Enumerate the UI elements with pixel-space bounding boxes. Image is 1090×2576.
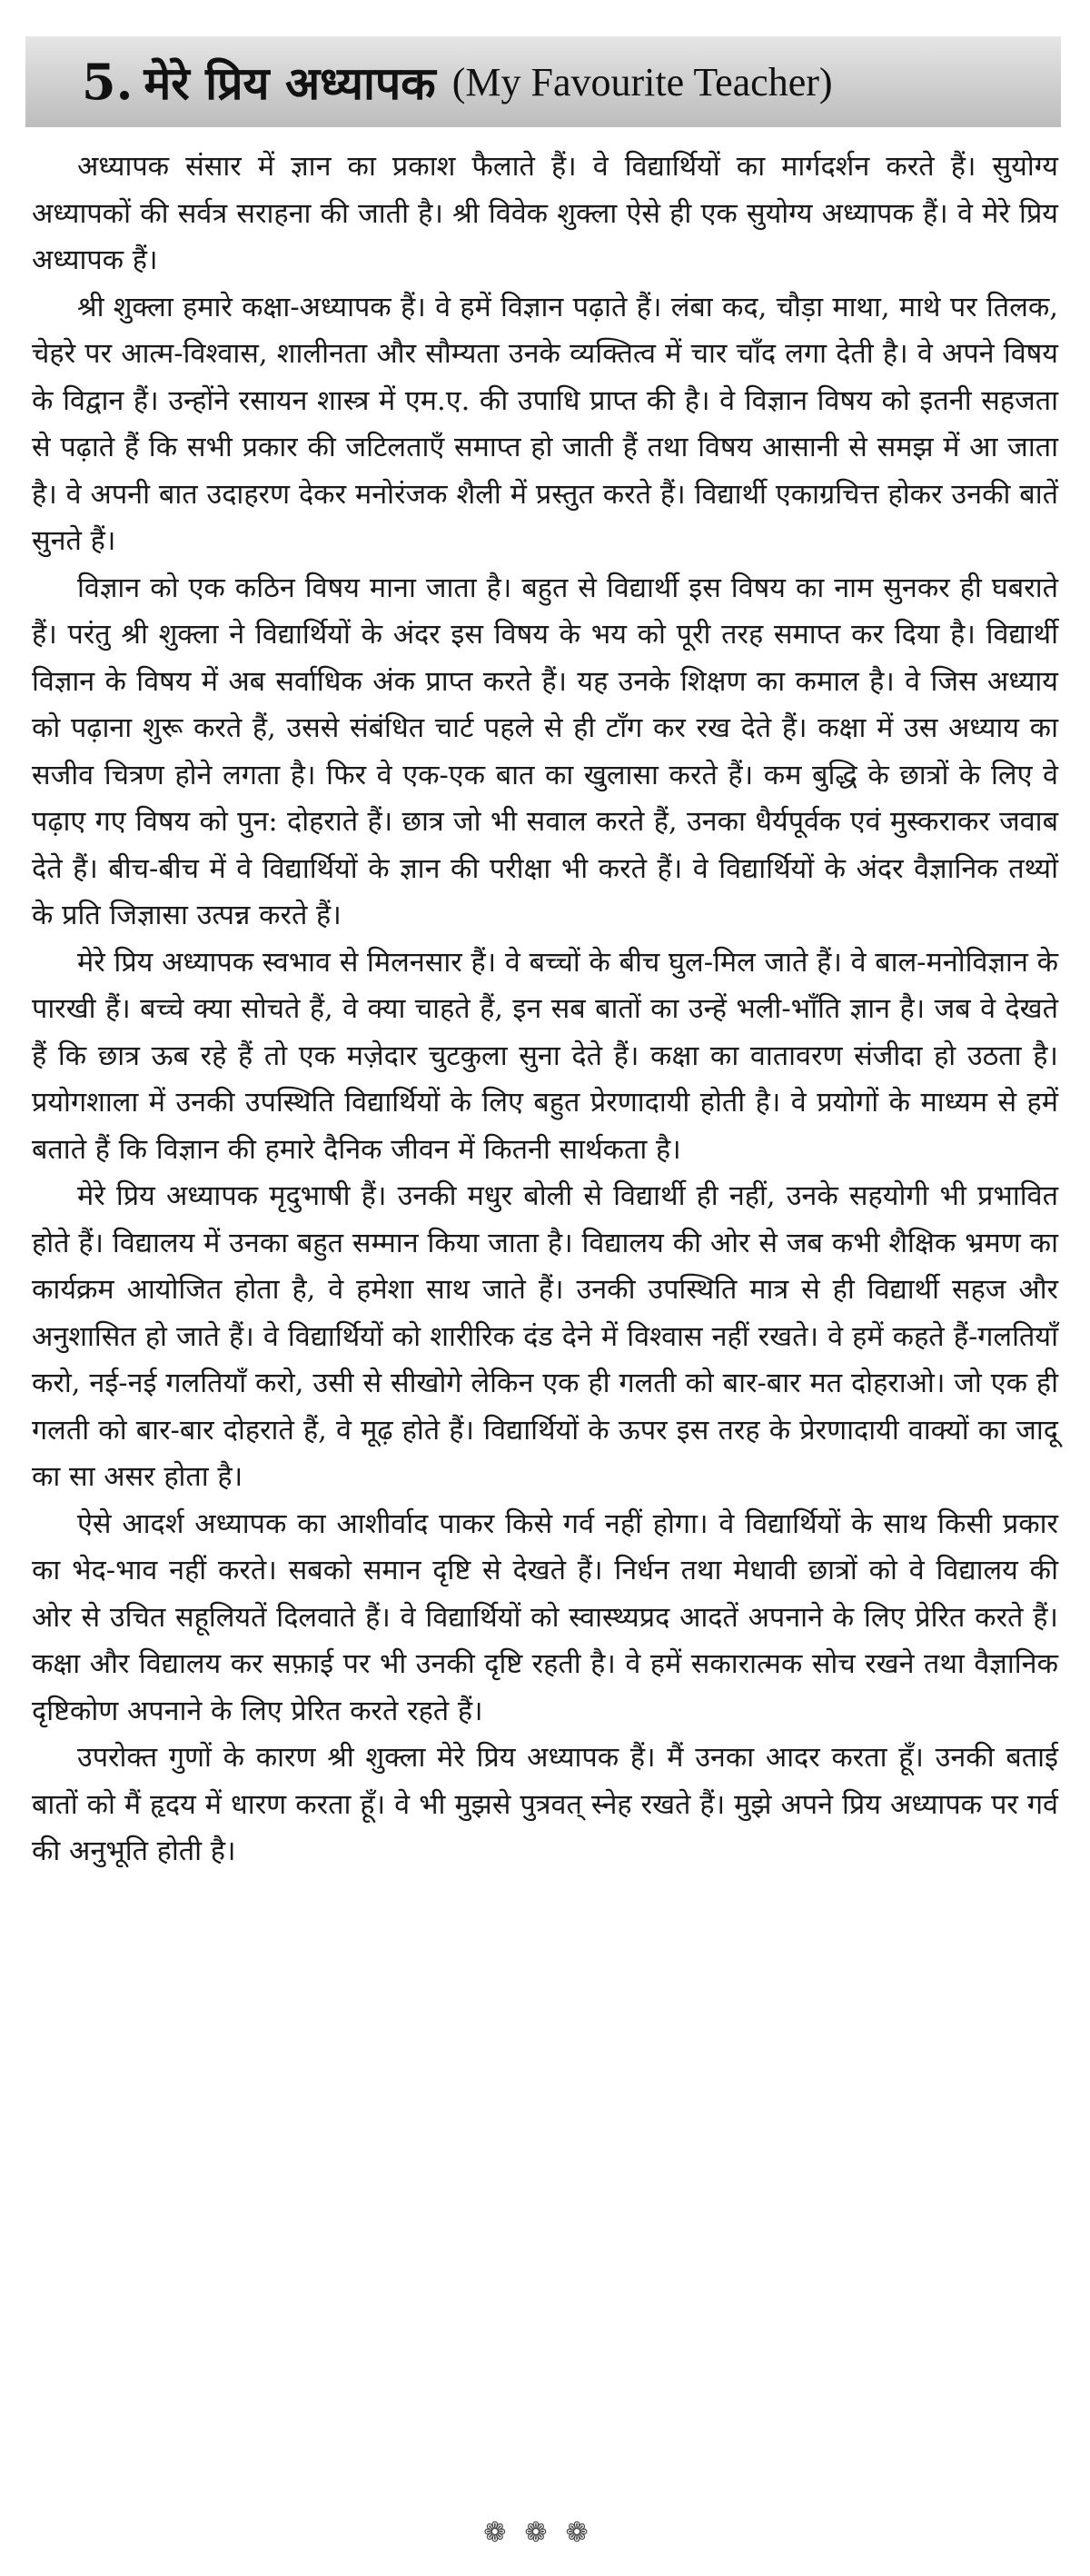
title-hindi: मेरे प्रिय अध्यापक xyxy=(144,56,436,110)
paragraph-2: श्री शुक्ला हमारे कक्षा-अध्यापक हैं। वे हमें विज्ञान पढ़ाते हैं। लंबा कद, चौड़ा माथा, माथे पर तिलक, चेहरे पर आत्म-विश्वास, शालीनता और सौम्यता उनके व्यक्तित्व में चार चाँद लगा देती है। वे अपने विषय के विद्वान हैं। उन्होंने रसायन शास्त्र में एम.ए. की उपाधि प्राप्त की है। वे विज्ञान विषय को इतनी सहजता से पढ़ाते हैं कि सभी प्रकार की जटिलताएँ समाप्त हो जाती हैं तथा विषय आसानी से समझ में आ जाता है। वे अपनी बात उदाहरण देकर मनोरंजक शैली में प्रस्तुत करते हैं। विद्यार्थी एकाग्रचित्त होकर उनकी बातें सुनते हैं। xyxy=(32,291,1058,557)
paragraph-7: उपरोक्त गुणों के कारण श्री शुक्ला मेरे प्रिय अध्यापक हैं। मैं उनका आदर करता हूँ। उनकी बताई बातों को मैं हृदय में धारण करता हूँ। वे भी मुझसे पुत्रवत् स्नेह रखते हैं। मुझे अपने प्रिय अध्यापक पर गर्व की अनुभूति होती है। xyxy=(32,1742,1058,1867)
essay-body xyxy=(32,144,1058,1875)
paragraph-3: विज्ञान को एक कठिन विषय माना जाता है। बहुत से विद्यार्थी इस विषय का नाम सुनकर ही घबराते हैं। परंतु श्री शुक्ला ने विद्यार्थियों के अंदर इस विषय के भय को पूरी तरह समाप्त कर दिया है। विद्यार्थी विज्ञान के विषय में अब सर्वाधिक अंक प्राप्त करते हैं। यह उनके शिक्षण का कमाल है। वे जिस अध्याय को पढ़ाना शुरू करते हैं, उससे संबंधित चार्ट पहले से ही टाँग कर रख देते हैं। कक्षा में उस अध्याय का सजीव चित्रण होने लगता है। फिर वे एक-एक बात का खुलासा करते हैं। कम बुद्धि के छात्रों के लिए वे पढ़ाए गए विषय को पुन: दोहराते हैं। छात्र जो भी सवाल करते हैं, उनका धैर्यपूर्वक एवं मुस्कराकर जवाब देते हैं। बीच-बीच में वे विद्यार्थियों के ज्ञान की परीक्षा भी करते हैं। वे विद्यार्थियों के अंदर वैज्ञानिक तथ्यों के प्रति जिज्ञासा उत्पन्न करते हैं। xyxy=(32,572,1058,931)
flower-ornament-icon: ❁❁❁ xyxy=(483,2517,607,2549)
paragraph-5: मेरे प्रिय अध्यापक मृदुभाषी हैं। उनकी मधुर बोली से विद्यार्थी ही नहीं, उनके सहयोगी भी प्रभावित होते हैं। विद्यालय में उनका बहुत सम्मान किया जाता है। विद्यालय की ओर से जब कभी शैक्षिक भ्रमण का कार्यक्रम आयोजित होता है, वे हमेशा साथ जाते हैं। उनकी उपस्थिति मात्र से ही विद्यार्थी सहज और अनुशासित हो जाते हैं। वे विद्यार्थियों को शारीरिक दंड देने में विश्वास नहीं रखते। वे हमें कहते हैं-गलतियाँ करो, नई-नई गलतियाँ करो, उसी से सीखोगे लेकिन एक ही गलती को बार-बार मत दोहराओ। जो एक ही गलती को बार-बार दोहराते हैं, वे मूढ़ होते हैं। विद्यार्थियों के ऊपर इस तरह के प्रेरणादायी वाक्यों का जादू का सा असर होता है। xyxy=(32,1180,1058,1493)
paragraph-1: अध्यापक संसार में ज्ञान का प्रकाश फैलाते हैं। वे विद्यार्थियों का मार्गदर्शन करते हैं। सुयोग्य अध्यापकों की सर्वत्र सराहना की जाती है। श्री विवेक शुक्ला ऐसे ही एक सुयोग्य अध्यापक हैं। वे मेरे प्रिय अध्यापक हैं। xyxy=(32,151,1058,276)
paragraph-4: मेरे प्रिय अध्यापक स्वभाव से मिलनसार हैं। वे बच्चों के बीच घुल-मिल जाते हैं। वे बाल-मनोविज्ञान के पारखी हैं। बच्चे क्या सोचते हैं, वे क्या चाहते हैं, इन सब बातों का उन्हें भली-भाँति ज्ञान है। जब वे देखते हैं कि छात्र ऊब रहे हैं तो एक मज़ेदार चुटकुला सुना देते हैं। कक्षा का वातावरण संजीदा हो उठता है। प्रयोगशाला में उनकी उपस्थिति विद्यार्थियों के लिए बहुत प्रेरणादायी होती है। वे प्रयोगों के माध्यम से हमें बताते हैं कि विज्ञान की हमारे दैनिक जीवन में कितनी सार्थकता है। xyxy=(32,946,1058,1166)
title-number: 5. xyxy=(82,53,134,111)
title-english: (My Favourite Teacher) xyxy=(451,59,833,104)
paragraph-6: ऐसे आदर्श अध्यापक का आशीर्वाद पाकर किसे गर्व नहीं होगा। वे विद्यार्थियों के साथ किसी प्रकार का भेद-भाव नहीं करते। सबको समान दृष्टि से देखते हैं। निर्धन तथा मेधावी छात्रों को वे विद्यालय की ओर से उचित सहूलियतें दिलवाते हैं। वे विद्यार्थियों को स्वास्थ्यप्रद आदतें अपनाने के लिए प्रेरित करते हैं। कक्षा और विद्यालय कर सफ़ाई पर भी उनकी दृष्टि रहती है। वे हमें सकारात्मक सोच रखने तथा वैज्ञानिक दृष्टिकोण अपनाने के लिए प्रेरित करते रहते हैं। xyxy=(32,1507,1058,1727)
title-banner xyxy=(25,36,1061,127)
